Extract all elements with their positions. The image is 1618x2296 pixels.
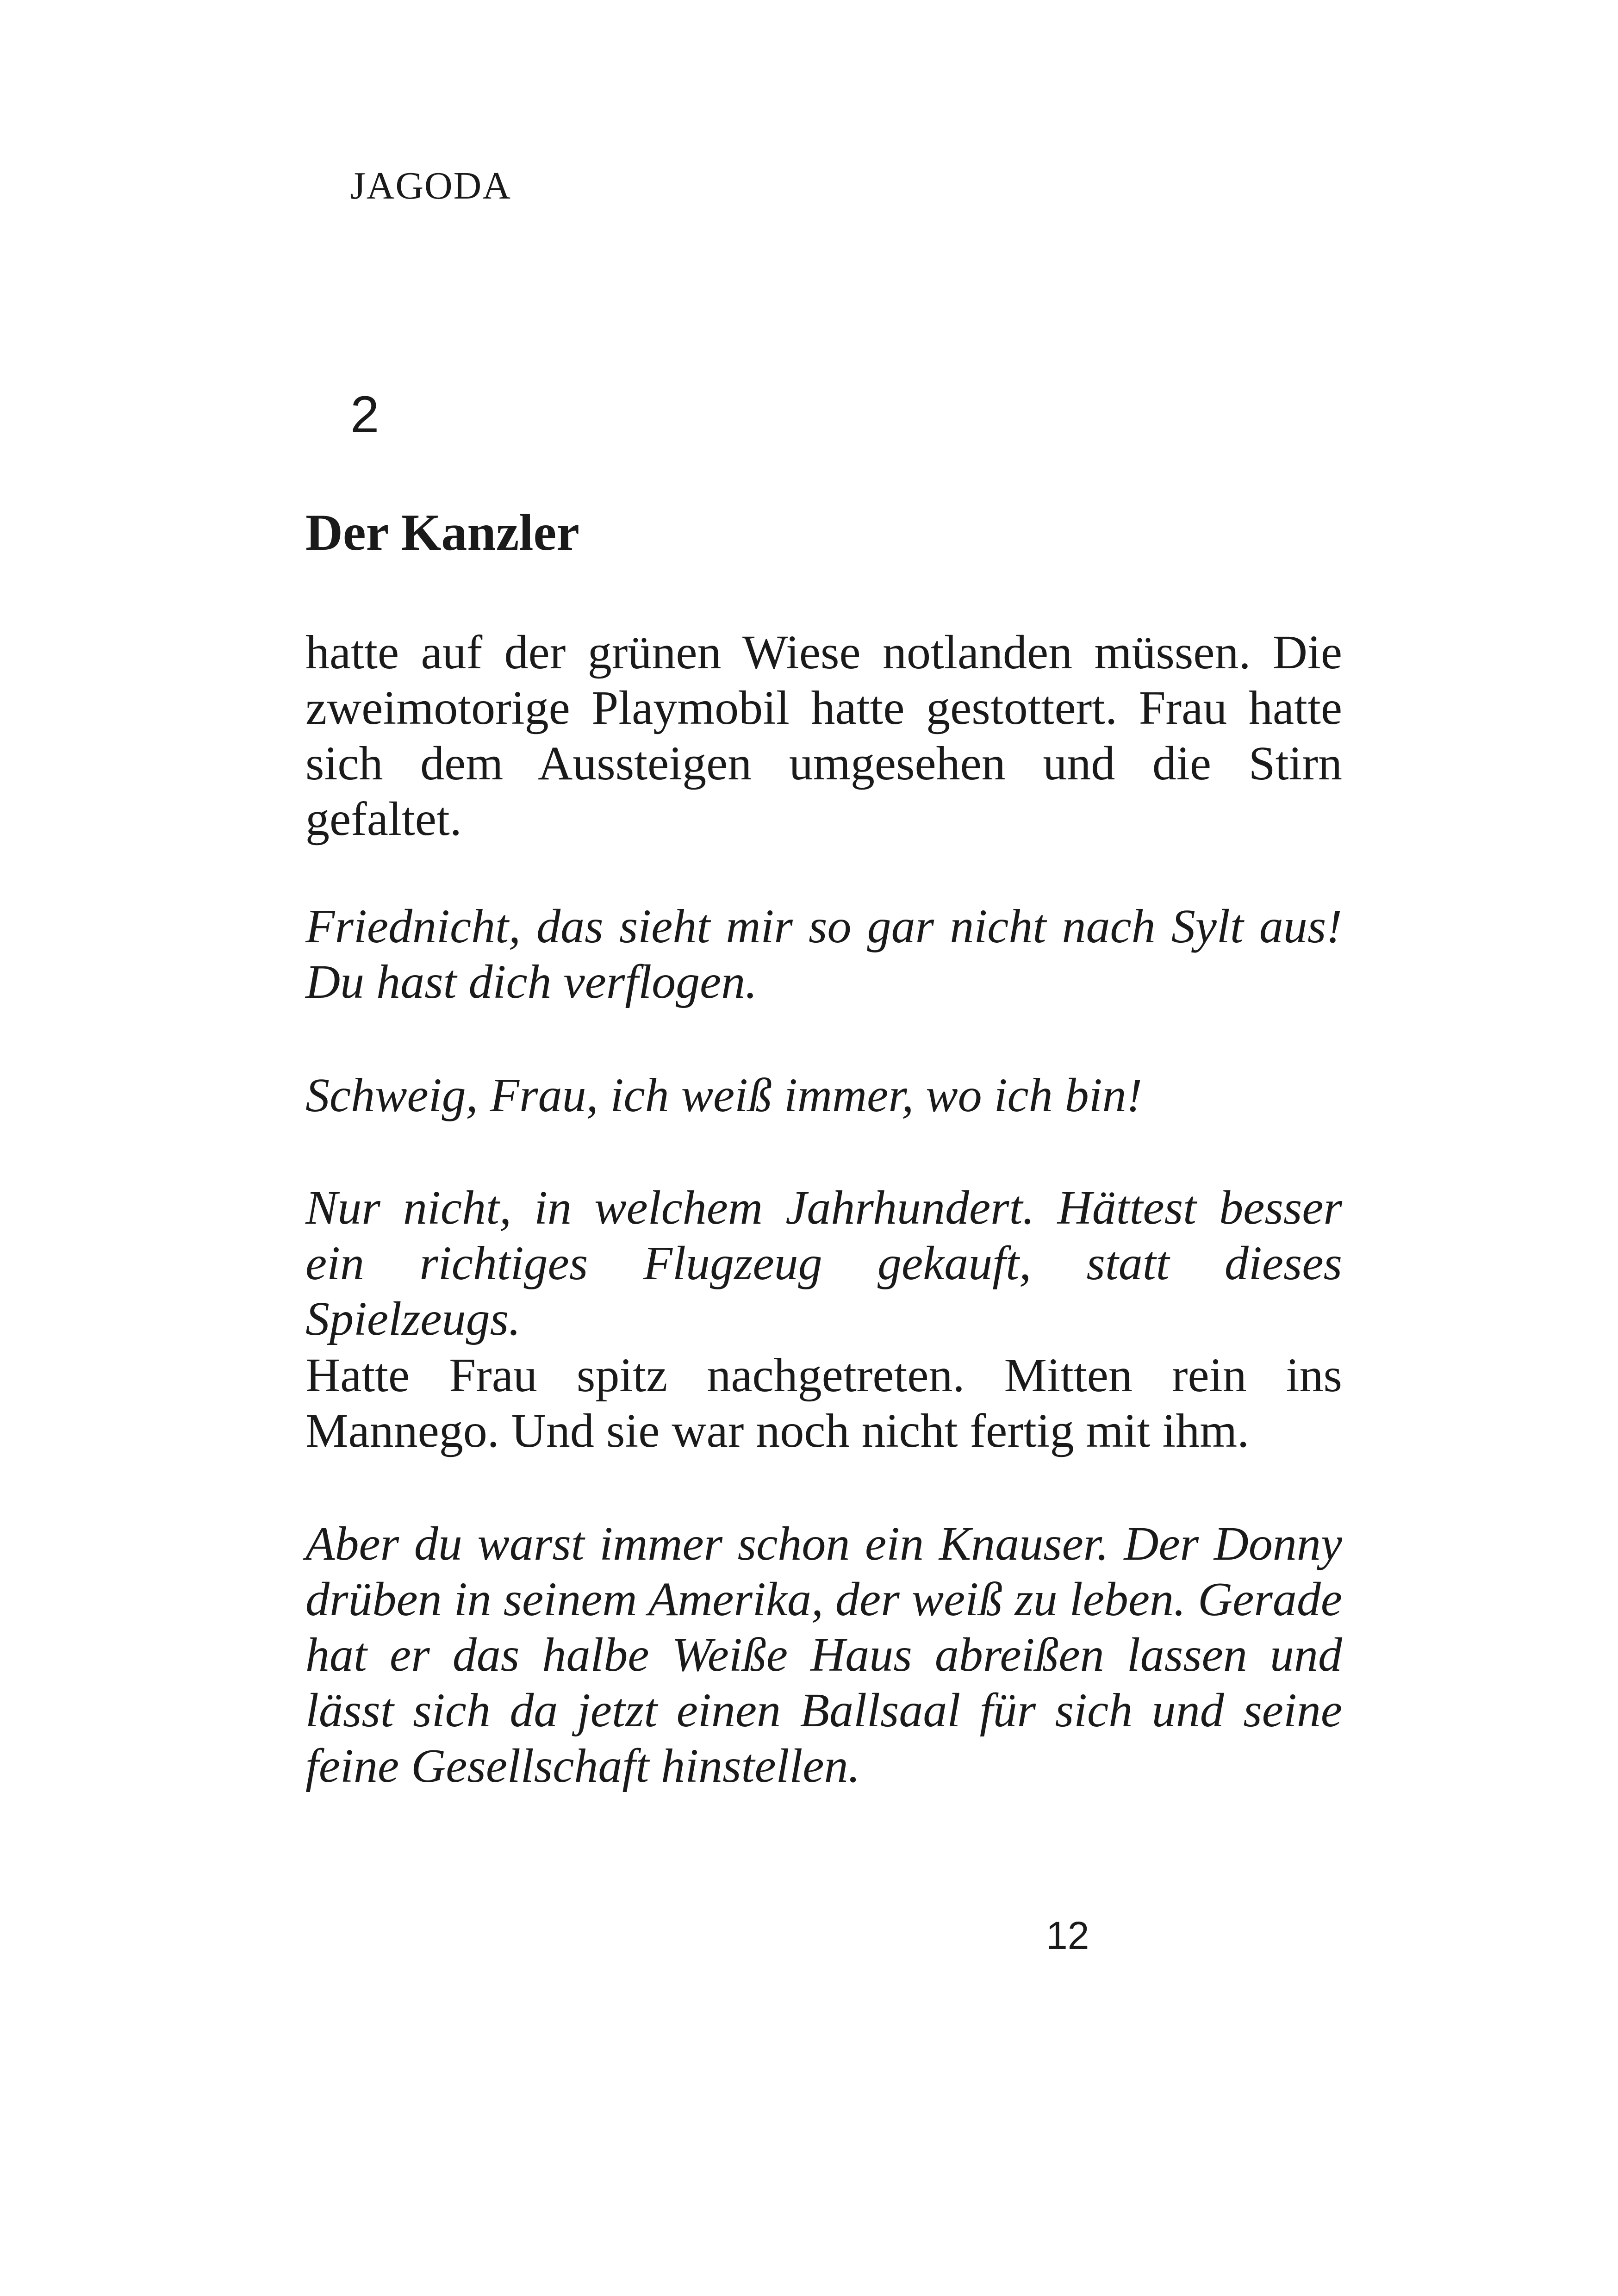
paragraph-dialogue: Schweig, Frau, ich weiß immer, wo ich bin! (305, 1069, 1143, 1122)
paragraph-dialogue: Aber du warst immer schon ein Knauser. Der Donny drüben in seinem Amerika, der weiß zu leben. Gerade hat er das halbe Weiße Haus abreißen lassen und lässt sich da jetzt einen Ballsaal für sich und seine feine Gesellschaft hinstellen. (305, 1517, 1342, 1792)
chapter-title: Der Kanzler (305, 504, 579, 561)
paragraph-dialogue: Friednicht, das sieht mir so gar nicht nach Sylt aus! Du hast dich verflogen. (305, 900, 1342, 1008)
running-head: JAGODA (350, 164, 511, 207)
page-number: 12 (1046, 1914, 1089, 1957)
paragraph-dialogue: Nur nicht, in welchem Jahrhundert. Hättest besser ein richtiges Flugzeug gekauft, statt dieses Spielzeugs. (305, 1181, 1342, 1345)
paragraph-narration: hatte auf der grünen Wiese notlanden müssen. Die zweimotorige Playmobil hatte gestottert. Frau hatte sich dem Aussteigen umgesehen und die Stirn gefaltet. (305, 626, 1342, 846)
paragraph-narration: Hatte Frau spitz nachgetreten. Mitten rein ins Mannego. Und sie war noch nicht fertig mit ihm. (305, 1349, 1342, 1457)
chapter-number: 2 (350, 386, 380, 443)
